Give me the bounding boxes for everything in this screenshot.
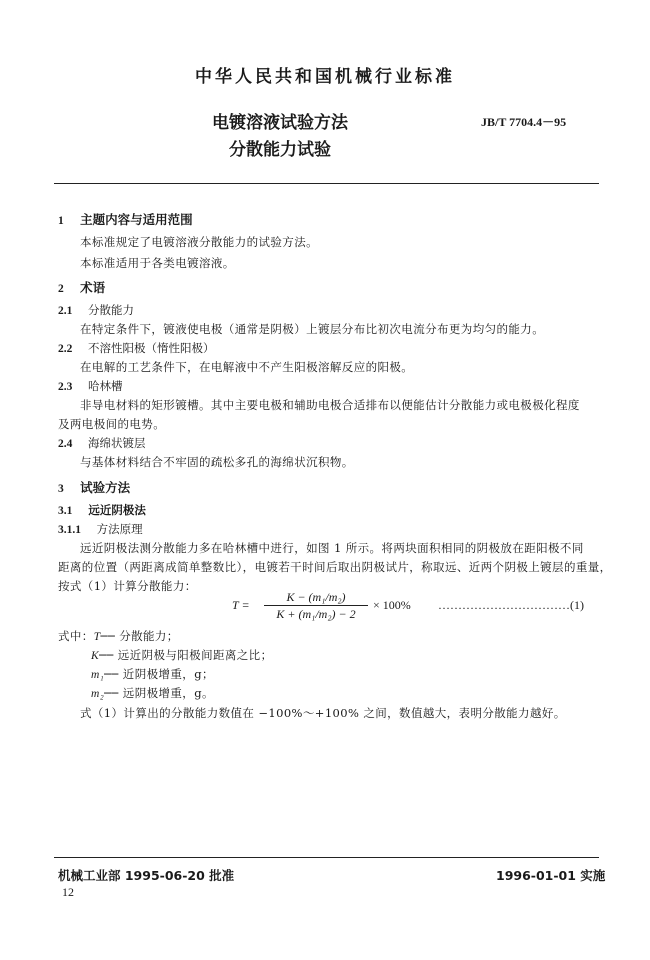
page-number: 12 bbox=[62, 885, 74, 899]
method-principle-line1: 远近阴极法测分散能力多在哈林槽中进行，如图 1 所示。将两块面积相同的阴极放在距阳极不同 bbox=[80, 541, 584, 555]
subsection-2-4-title: 海绵状镀层 bbox=[88, 436, 146, 450]
formula-denominator: K + (m₁/m₂) − 2 bbox=[276, 607, 356, 621]
subsection-2-2-text: 在电解的工艺条件下，在电解液中不产生阳极溶解反应的阳极。 bbox=[80, 360, 414, 374]
symbol-K-desc: ── 远近阴极与阳极间距离之比； bbox=[99, 648, 273, 662]
subsection-2-2-heading bbox=[58, 340, 215, 356]
approval-date: 机械工业部 1995-06-20 批准 bbox=[58, 868, 235, 883]
subsection-2-4-text: 与基体材料结合不牢固的疏松多孔的海绵状沉积物。 bbox=[80, 455, 354, 469]
issuing-body-header: 中华人民共和国机械行业标准 bbox=[195, 67, 455, 87]
formula-fraction-bar bbox=[264, 605, 368, 606]
where-clause-intro bbox=[58, 628, 179, 644]
method-principle-line3: 按式（1）计算分散能力： bbox=[58, 579, 197, 593]
subsection-2-3-number: 2.3 bbox=[58, 381, 73, 393]
symbol-m1: m₁ bbox=[91, 669, 105, 681]
subsection-2-1-title: 分散能力 bbox=[88, 303, 135, 317]
symbol-K: K bbox=[91, 650, 100, 662]
footer-rule bbox=[54, 857, 599, 858]
subsection-2-1-text: 在特定条件下，镀液使电极（通常是阴极）上镀层分布比初次电流分布更为均匀的能力。 bbox=[80, 322, 545, 336]
subsection-2-3-heading bbox=[58, 378, 123, 394]
section-3-title: 试验方法 bbox=[80, 480, 131, 495]
section-2-heading bbox=[58, 278, 105, 296]
symbol-T-desc: ── 分散能力； bbox=[100, 629, 179, 643]
subsection-2-3-text-line1: 非导电材料的矩形镀槽。其中主要电极和辅助电极合适排布以便能估计分散能力或电极极化程度 bbox=[80, 398, 580, 412]
subsection-2-2-number: 2.2 bbox=[58, 343, 73, 355]
subsection-2-3-title: 哈林槽 bbox=[88, 379, 123, 393]
subsection-2-4-heading bbox=[58, 435, 146, 451]
section-3-number: 3 bbox=[58, 483, 64, 495]
formula-result-note: 式（1）计算出的分散能力数值在 −100%～+100% 之间，数值越大，表明分散能力越好。 bbox=[80, 706, 566, 720]
section-1-number: 1 bbox=[58, 215, 64, 227]
section-1-paragraph-2: 本标准适用于各类电镀溶液。 bbox=[80, 256, 235, 270]
formula-factor: × 100% bbox=[373, 598, 411, 612]
standard-title-line1: 电镀溶液试验方法 bbox=[212, 113, 348, 133]
section-3-heading bbox=[58, 478, 130, 496]
where-item-m2 bbox=[91, 685, 214, 701]
symbol-m2-desc: ── 远阴极增重，g。 bbox=[104, 686, 214, 700]
subsection-2-4-number: 2.4 bbox=[58, 438, 73, 450]
subsection-3-1-number: 3.1 bbox=[58, 505, 73, 517]
subsection-2-3-text-line2: 及两电极间的电势。 bbox=[58, 417, 166, 431]
subsection-2-1-heading bbox=[58, 302, 134, 318]
symbol-m1-desc: ── 近阴极增重，g； bbox=[104, 667, 214, 681]
where-intro-label: 式中： bbox=[58, 629, 94, 643]
symbol-T: T bbox=[93, 631, 101, 643]
where-item-m1 bbox=[91, 666, 214, 682]
section-1-paragraph-1: 本标准规定了电镀溶液分散能力的试验方法。 bbox=[80, 235, 318, 249]
subsection-3-1-1-title: 方法原理 bbox=[96, 522, 143, 536]
subsection-3-1-title: 远近阴极法 bbox=[88, 503, 146, 517]
where-item-K bbox=[91, 647, 272, 663]
standard-title-line2: 分散能力试验 bbox=[229, 140, 331, 160]
subsection-2-1-number: 2.1 bbox=[58, 305, 73, 317]
formula-equation-number: ……………………………(1) bbox=[438, 598, 584, 612]
subsection-2-2-title: 不溶性阳极（惰性阳极） bbox=[88, 341, 215, 355]
formula-lhs: T = bbox=[232, 598, 250, 612]
effective-date: 1996-01-01 实施 bbox=[496, 868, 606, 883]
symbol-m2: m₂ bbox=[91, 688, 105, 700]
section-1-heading bbox=[58, 210, 193, 228]
method-principle-line2: 距离的位置（两距离成简单整数比），电镀若干时间后取出阴极试片，称取远、近两个阴极上镀层的重量， bbox=[58, 560, 612, 574]
subsection-3-1-1-heading bbox=[58, 521, 143, 537]
subsection-3-1-heading bbox=[58, 502, 146, 518]
header-rule bbox=[54, 183, 599, 184]
section-2-title: 术语 bbox=[80, 280, 106, 295]
standard-number: JB/T 7704.4－95 bbox=[481, 115, 567, 129]
section-1-title: 主题内容与适用范围 bbox=[80, 212, 193, 227]
subsection-3-1-1-number: 3.1.1 bbox=[58, 524, 81, 536]
formula-numerator: K − (m₁/m₂) bbox=[286, 590, 346, 604]
section-2-number: 2 bbox=[58, 283, 64, 295]
